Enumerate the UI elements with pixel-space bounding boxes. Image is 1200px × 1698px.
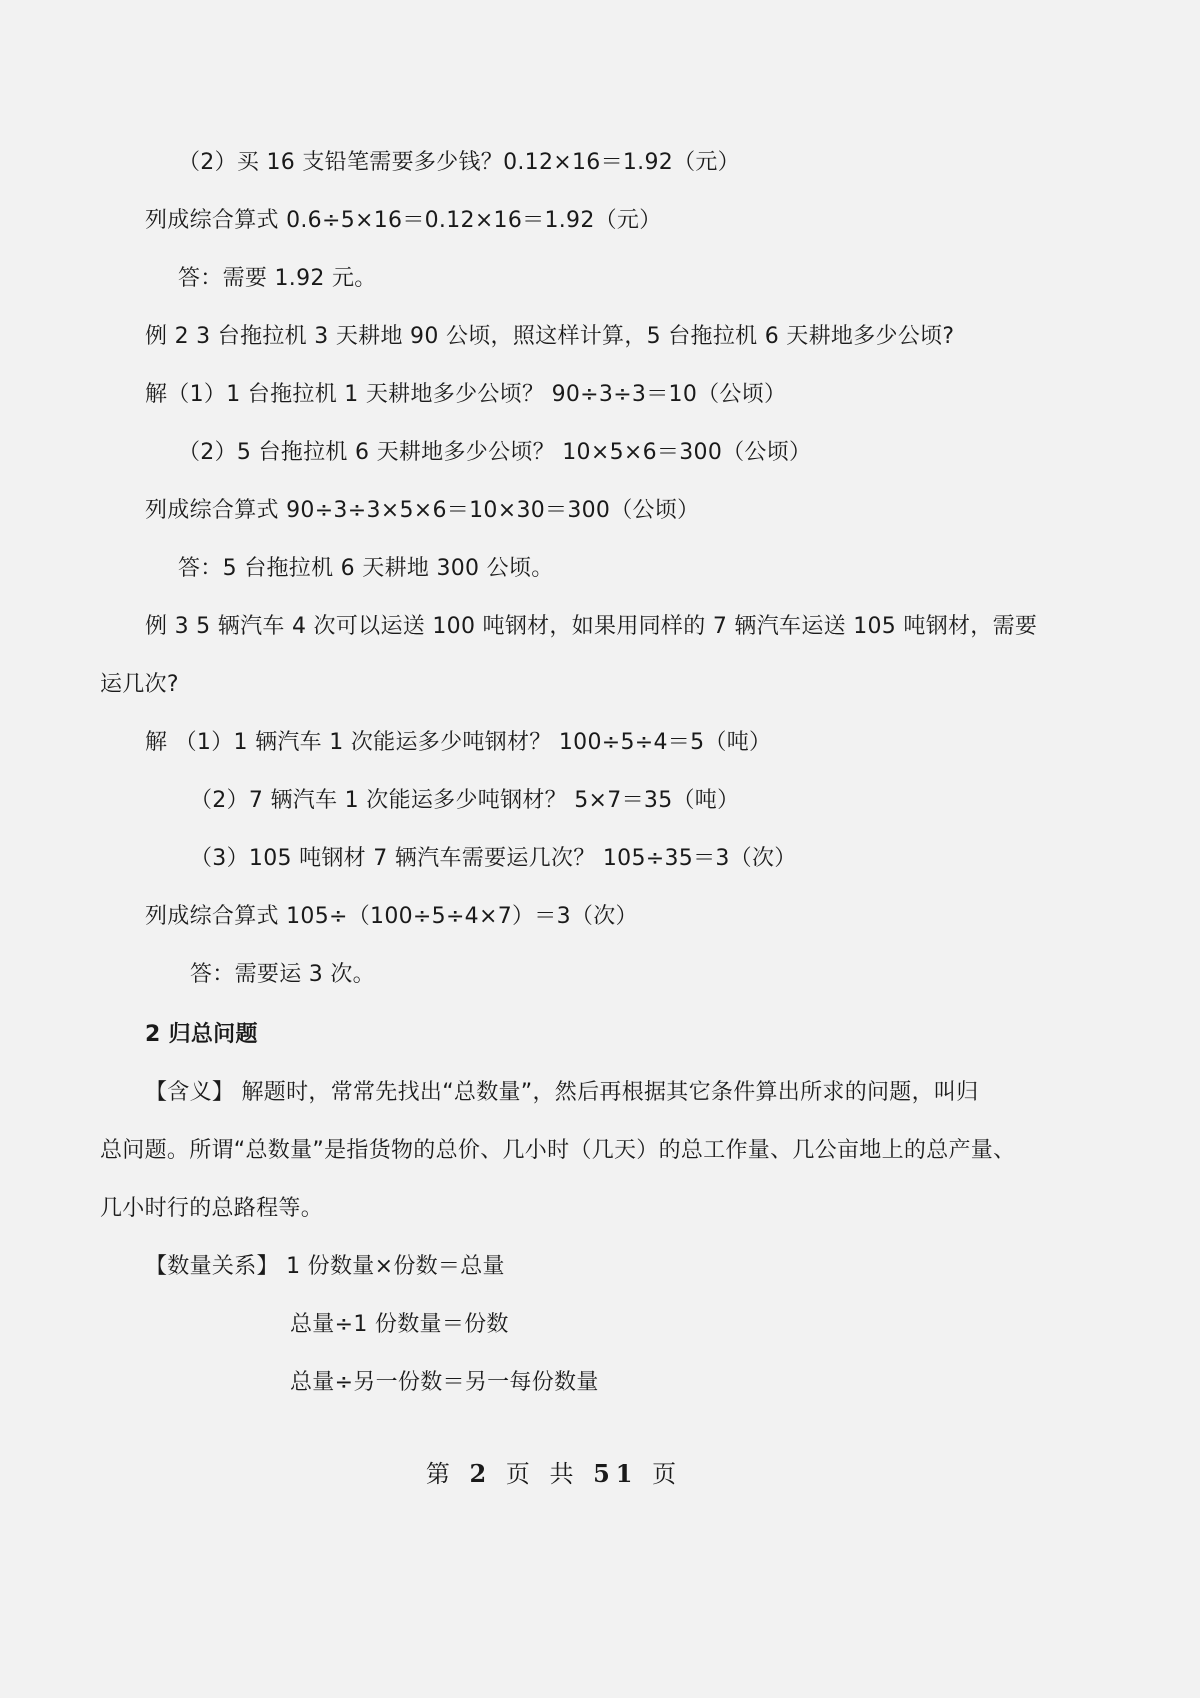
current-page-number: 2 (469, 1459, 493, 1488)
text-line: 答：需要运 3 次。 (190, 962, 375, 987)
text-line: 列成综合算式 105÷（100÷5÷4×7）＝3（次） (145, 904, 638, 929)
text-line: （2）7 辆汽车 1 次能运多少吨钢材？ 5×7＝35（吨） (190, 788, 740, 813)
text-line: （3）105 吨钢材 7 辆汽车需要运几次？ 105÷35＝3（次） (190, 846, 797, 871)
text-line: 例 2 3 台拖拉机 3 天耕地 90 公顷，照这样计算，5 台拖拉机 6 天耕地多少公顷? (145, 324, 955, 349)
text-line: 总量÷另一份数＝另一每份数量 (290, 1370, 599, 1395)
text-line: 列成综合算式 0.6÷5×16＝0.12×16＝1.92（元） (145, 208, 662, 233)
text-line: 总量÷1 份数量＝份数 (290, 1312, 509, 1337)
footer-middle: 页 共 (505, 1460, 580, 1488)
text-line: 几小时行的总路程等。 (100, 1196, 324, 1221)
section-heading: 2 归总问题 (145, 1022, 258, 1047)
page-footer (0, 1458, 1108, 1490)
text-line: 【数量关系】 1 份数量×份数＝总量 (145, 1254, 505, 1279)
text-line: （2）买 16 支铅笔需要多少钱？0.12×16＝1.92（元） (178, 150, 740, 175)
text-line: 例 3 5 辆汽车 4 次可以运送 100 吨钢材，如果用同样的 7 辆汽车运送 105 吨钢材，需要 (145, 614, 1038, 639)
text-line: 【含义】 解题时，常常先找出“总数量”，然后再根据其它条件算出所求的问题，叫归 (145, 1080, 979, 1105)
text-line: 答：5 台拖拉机 6 天耕地 300 公顷。 (178, 556, 554, 581)
text-line: 运几次? (100, 672, 179, 697)
text-line: 解（1）1 台拖拉机 1 天耕地多少公顷？ 90÷3÷3＝10（公顷） (145, 382, 787, 407)
text-line: 列成综合算式 90÷3÷3×5×6＝10×30＝300（公顷） (145, 498, 700, 523)
footer-suffix: 页 (652, 1460, 683, 1488)
text-line: （2）5 台拖拉机 6 天耕地多少公顷？ 10×5×6＝300（公顷） (178, 440, 812, 465)
text-line: 答：需要 1.92 元。 (178, 266, 377, 291)
text-line: 总问题。所谓“总数量”是指货物的总价、几小时（几天）的总工作量、几公亩地上的总产量、 (100, 1138, 1016, 1163)
total-page-number: 51 (593, 1459, 639, 1488)
text-line: 解 （1）1 辆汽车 1 次能运多少吨钢材？ 100÷5÷4＝5（吨） (145, 730, 772, 755)
footer-prefix: 第 (425, 1460, 456, 1488)
